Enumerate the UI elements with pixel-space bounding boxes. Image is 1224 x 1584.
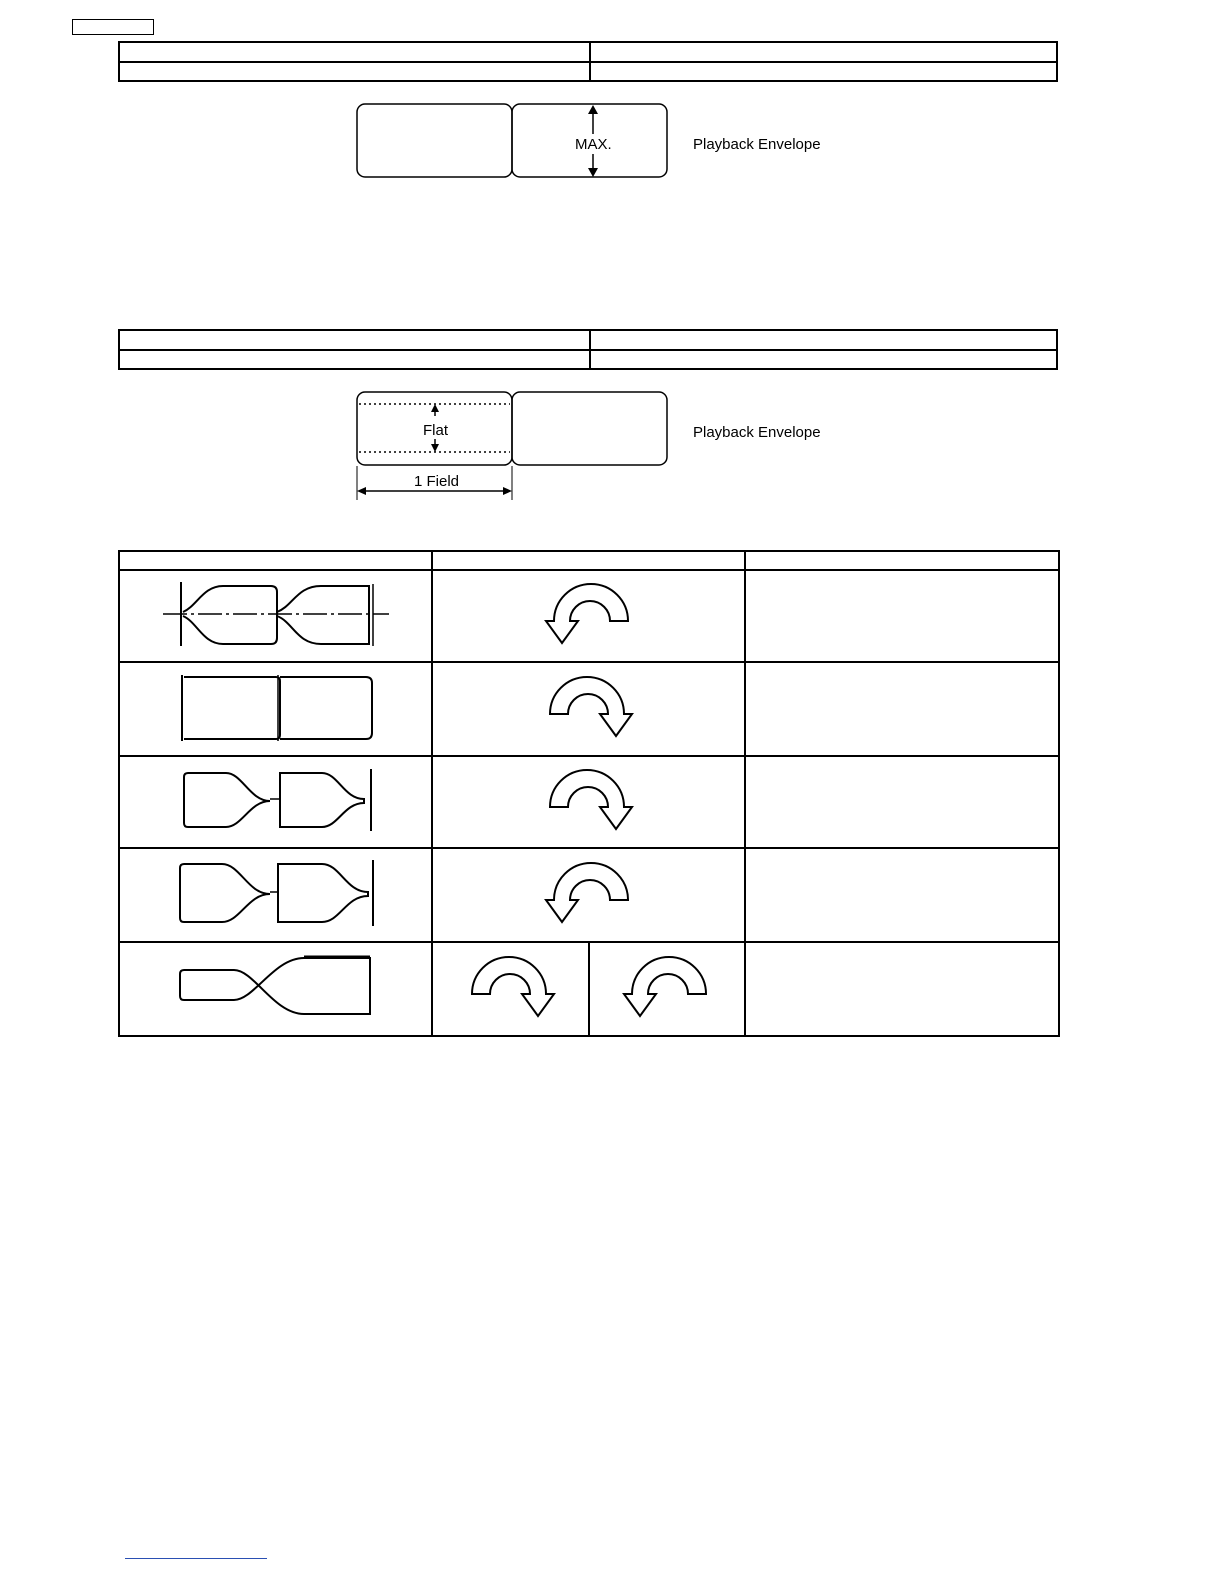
description-cell [745, 942, 1059, 1036]
table-cell [590, 330, 1057, 350]
waveform-cell [119, 570, 432, 662]
one-field-label: 1 Field [414, 473, 460, 490]
counterclockwise-arrow-icon [544, 860, 634, 926]
rotation-cell [432, 942, 589, 1036]
clockwise-arrow-icon [544, 767, 634, 833]
arrow-left-icon [357, 487, 366, 495]
rotation-cell [589, 942, 745, 1036]
waveform-dip-right-end-icon [174, 858, 378, 928]
waveform-cell [119, 942, 432, 1036]
table-row [119, 756, 1059, 848]
waveform-cell [119, 848, 432, 942]
max-label: MAX. [575, 136, 612, 153]
table-cell [119, 62, 590, 81]
arrow-up-icon [588, 105, 598, 114]
description-cell [745, 662, 1059, 756]
table-row [119, 570, 1059, 662]
waveform-flat-icon [176, 671, 376, 743]
field-1-box [357, 104, 512, 177]
clockwise-arrow-icon [466, 954, 556, 1020]
clockwise-arrow-icon [544, 674, 634, 740]
description-cell [745, 570, 1059, 662]
table-cell [119, 350, 590, 369]
table-cell [590, 350, 1057, 369]
rotation-cell [432, 756, 745, 848]
waveform-cell [119, 756, 432, 848]
flat-label: Flat [423, 422, 449, 439]
table-cell [590, 62, 1057, 81]
table-header-cell [119, 551, 432, 570]
table-cell [119, 42, 590, 62]
table-row [119, 662, 1059, 756]
section2-header-table [118, 329, 1058, 370]
counterclockwise-arrow-icon [622, 954, 712, 1020]
waveform-constricted-both-fields-icon [161, 576, 391, 652]
table-header-cell [745, 551, 1059, 570]
flat-envelope-diagram [350, 386, 680, 504]
arrow-up-icon [431, 404, 439, 412]
max-envelope-diagram [350, 98, 680, 188]
header-label-box [72, 19, 154, 35]
table-header-cell [432, 551, 745, 570]
table-header-row [119, 551, 1059, 570]
footer-link-underline [125, 1558, 267, 1559]
playback-envelope-label-1: Playback Envelope [693, 136, 821, 153]
description-cell [745, 756, 1059, 848]
adjustment-table [118, 550, 1060, 1037]
rotation-cell [432, 570, 745, 662]
section1-header-table [118, 41, 1058, 82]
rotation-cell [432, 662, 745, 756]
counterclockwise-arrow-icon [544, 581, 634, 647]
arrow-right-icon [503, 487, 512, 495]
waveform-cell [119, 662, 432, 756]
waveform-crossover-icon [174, 954, 378, 1020]
table-cell [590, 42, 1057, 62]
arrow-down-icon [588, 168, 598, 177]
playback-envelope-label-2: Playback Envelope [693, 424, 821, 441]
description-cell [745, 848, 1059, 942]
table-row [119, 848, 1059, 942]
table-row [119, 942, 1059, 1036]
waveform-dip-right-end-icon [176, 767, 376, 833]
table-cell [119, 330, 590, 350]
rotation-cell [432, 848, 745, 942]
field-2-box [512, 392, 667, 465]
arrow-down-icon [431, 444, 439, 452]
